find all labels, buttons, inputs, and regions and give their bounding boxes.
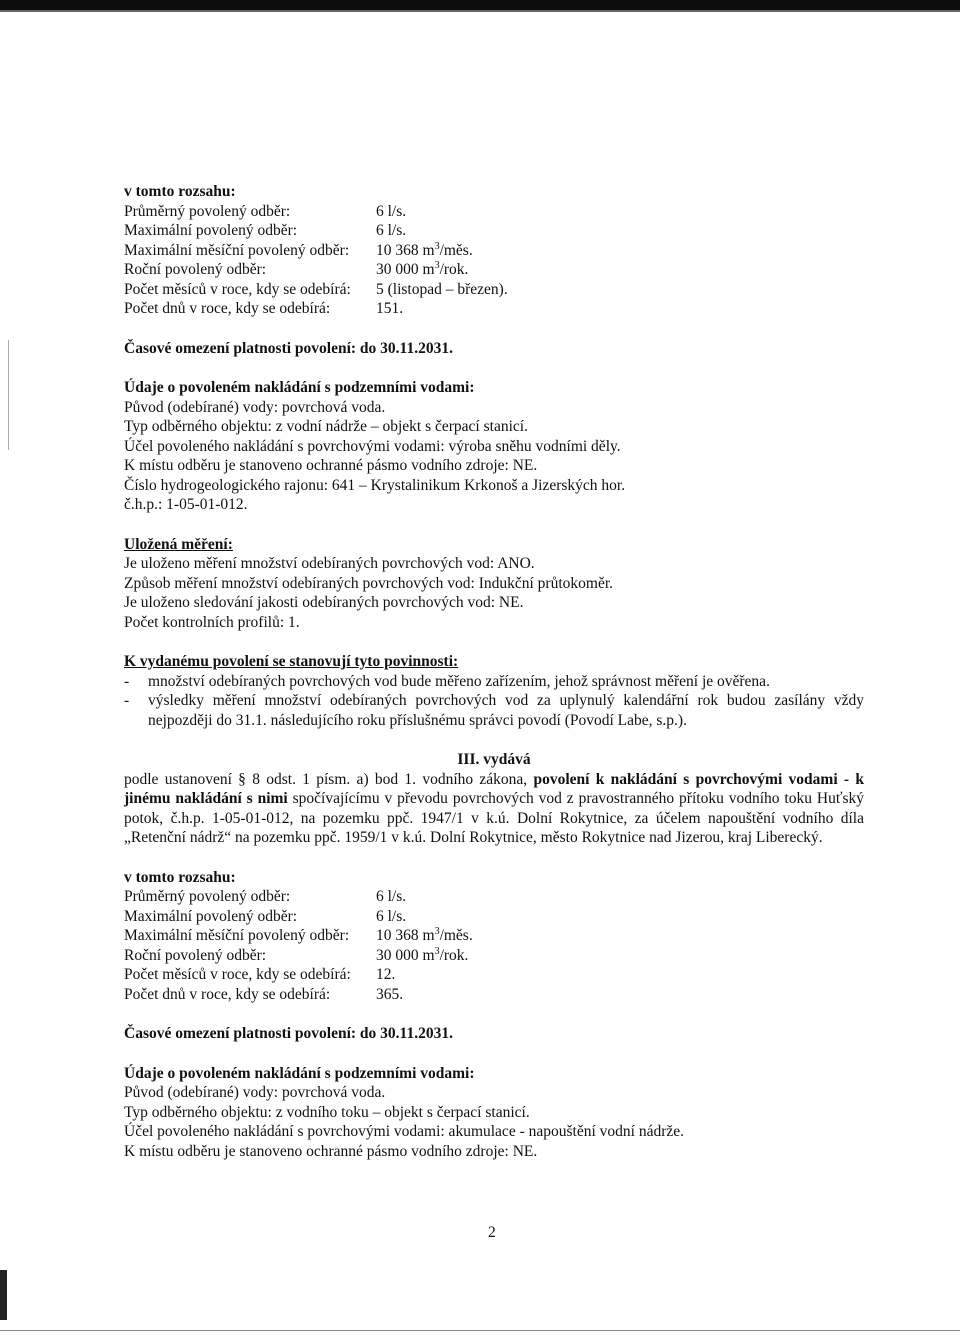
- groundwater1-heading: Údaje o povoleném nakládání s podzemními vodami:: [124, 379, 475, 396]
- obligation-item: - výsledky měření množství odebíraných povrchových vod za uplynulý kalendářní rok budou zasílány vždy nejpozději do 31.1. následujícího roku příslušnému správci povodí (Povodí Labe, s.p.).: [124, 692, 864, 729]
- section2-row: Průměrný povolený odběr: 6 l/s.: [124, 888, 407, 905]
- section1-row: Počet dnů v roce, kdy se odebírá: 151.: [124, 300, 404, 317]
- page-number: 2: [488, 1224, 496, 1241]
- section1-row: Průměrný povolený odběr: 6 l/s.: [124, 202, 407, 220]
- measurement-line: Způsob měření množství odebíraných povrchových vod: Indukční průtokoměr.: [124, 574, 614, 592]
- section1-row: Počet měsíců v roce, kdy se odebírá: 5 (listopad – březen).: [124, 280, 508, 298]
- scan-top-border-thin: [0, 10, 960, 12]
- groundwater2-line: Účel povoleného nakládání s povrchovými vodami: akumulace - napouštění vodní nádrže.: [124, 1123, 684, 1140]
- section1-row: Maximální povolený odběr: 6 l/s.: [124, 222, 407, 239]
- section2-row: Roční povolený odběr: 30 000 $m^3$/rok.: [124, 945, 469, 964]
- measurement-line: Je uloženo měření množství odebíraných povrchových vod: ANO.: [124, 555, 535, 572]
- section2-row: Počet dnů v roce, kdy se odebírá: 365.: [124, 985, 404, 1003]
- section1-row: Roční povolený odběr: 30 000 $m^3$/rok.: [124, 259, 469, 278]
- section2-heading: v tomto rozsahu:: [124, 868, 236, 886]
- measurement-line: Počet kontrolních profilů: 1.: [124, 613, 300, 631]
- measurement-heading: Uložená měření:: [124, 535, 233, 553]
- section1-time-limit: Časové omezení platnosti povolení: do 30.11.2031.: [124, 339, 453, 357]
- document-page: [124, 182, 864, 1161]
- groundwater2-heading: Údaje o povoleném nakládání s podzemními vodami:: [124, 1064, 475, 1082]
- groundwater2-line: Původ (odebírané) vody: povrchová voda.: [124, 1084, 386, 1101]
- section1-row: Maximální měsíční povolený odběr: 10 368 $m^3$/měs.: [124, 240, 473, 259]
- groundwater2-line: Typ odběrného objektu: z vodního toku – objekt s čerpací stanicí.: [124, 1103, 530, 1121]
- groundwater1-line: K místu odběru je stanoveno ochranné pásmo vodního zdroje: NE.: [124, 457, 538, 474]
- section2-row: Maximální povolený odběr: 6 l/s.: [124, 907, 407, 925]
- groundwater1-line: Číslo hydrogeologického rajonu: 641 – Krystalinikum Krkonoš a Jizerských hor.: [124, 476, 626, 494]
- measurement-line: Je uloženo sledování jakosti odebíraných povrchových vod: NE.: [124, 594, 524, 611]
- section3-heading: III. vydává: [457, 751, 531, 768]
- section2-time-limit: Časové omezení platnosti povolení: do 30.11.2031.: [124, 1025, 453, 1042]
- groundwater1-line: Původ (odebírané) vody: povrchová voda.: [124, 398, 386, 416]
- section2-row: Počet měsíců v roce, kdy se odebírá: 12.: [124, 966, 396, 983]
- section1-heading: v tomto rozsahu:: [124, 183, 236, 200]
- groundwater1-line: Typ odběrného objektu: z vodní nádrže – objekt s čerpací stanicí.: [124, 418, 528, 435]
- groundwater1-line: č.h.p.: 1-05-01-012.: [124, 496, 248, 513]
- groundwater1-line: Účel povoleného nakládání s povrchovými vodami: výroba sněhu vodními děly.: [124, 437, 621, 455]
- section3-paragraph: podle ustanovení § 8 odst. 1 písm. a) bod 1. vodního zákona, povolení k nakládání s povrchovými vodami - k jinému nakládání s nimi spočívajícímu v převodu povrchových vod z pravostranného přítoku vodního toku Huťský potok, č.h.p. 1-05-01-012, na pozemku ppč. 1947/1 v k.ú. Dolní Rokytnice, za účelem napouštění vodního díla „Retenční nádrž“ na pozemku ppč. 1959/1 v k.ú. Dolní Rokytnice, město Rokytnice nad Jizerou, kraj Liberecký.: [124, 770, 864, 846]
- scan-edge-mark: [0, 1270, 7, 1320]
- scan-top-border: [0, 0, 960, 10]
- groundwater2-line: K místu odběru je stanoveno ochranné pásmo vodního zdroje: NE.: [124, 1142, 538, 1160]
- obligation-item: - množství odebíraných povrchových vod bude měřeno zařízením, jehož správnost měření je ověřena.: [124, 672, 770, 690]
- obligations-heading: K vydanému povolení se stanovují tyto povinnosti:: [124, 653, 459, 670]
- section2-row: Maximální měsíční povolený odběr: 10 368 $m^3$/měs.: [124, 925, 473, 944]
- scan-bottom-border: [0, 1330, 960, 1331]
- scan-margin-mark: [8, 340, 9, 450]
